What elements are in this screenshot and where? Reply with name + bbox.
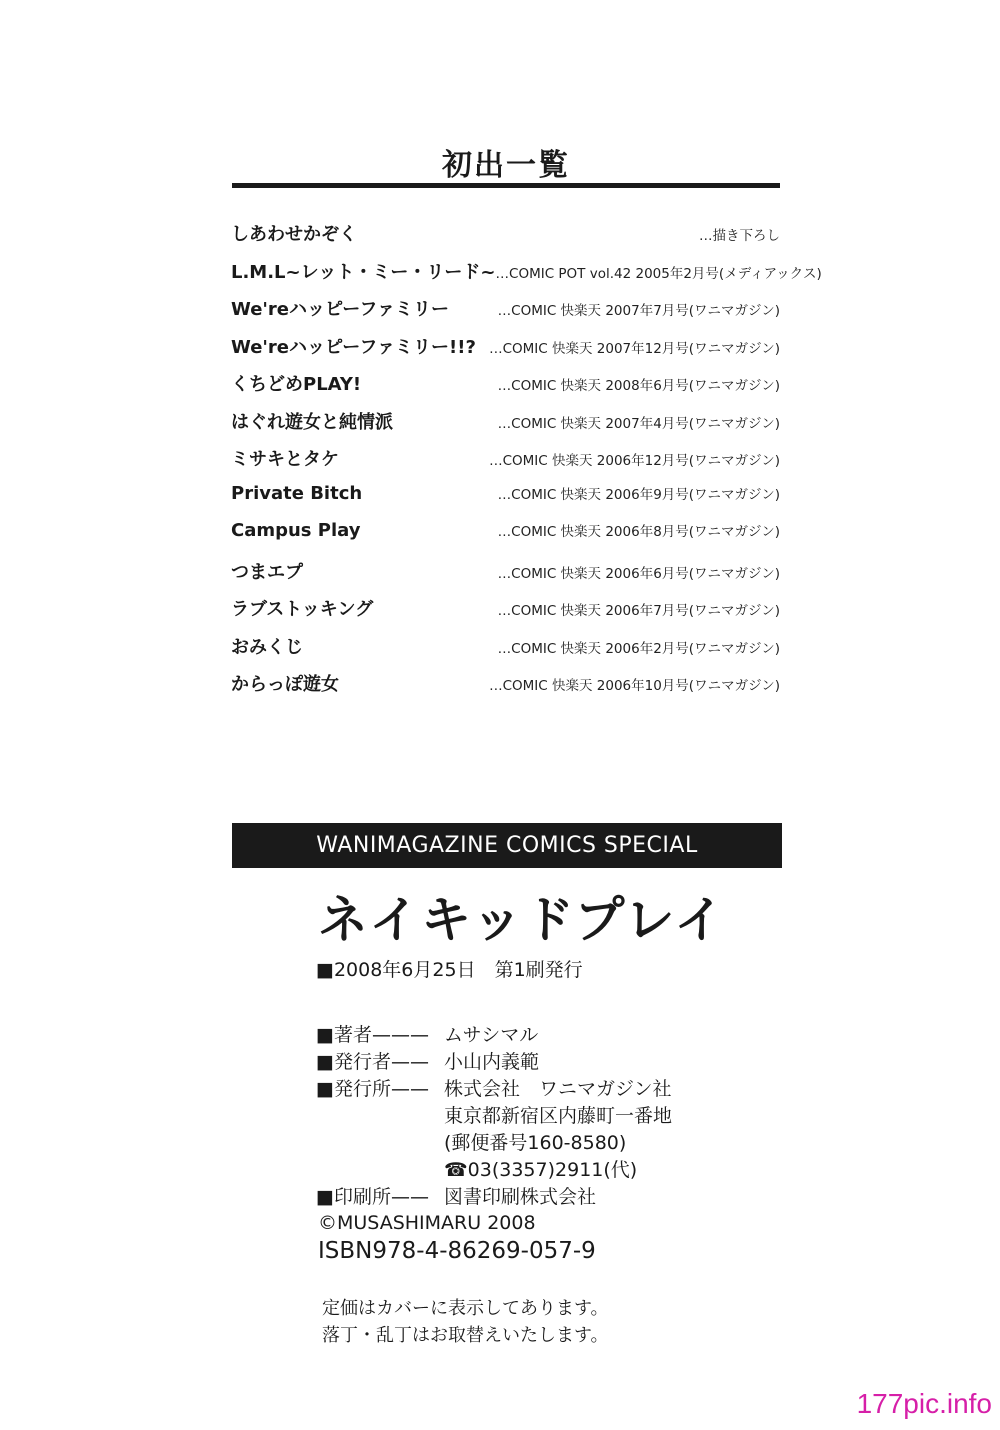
credits-block — [316, 1020, 672, 1209]
office-name: 株式会社 ワニマガジン社 — [444, 1078, 672, 1100]
story-title: はぐれ遊女と純情派 — [231, 411, 393, 433]
book-title: ネイキッドプレイ — [318, 891, 726, 949]
office-line — [316, 1074, 672, 1101]
list-item — [231, 295, 780, 333]
story-title: くちどめPLAY! — [231, 374, 362, 395]
list-item — [231, 258, 822, 296]
publisher-line — [316, 1047, 672, 1074]
notice-price: 定価はカバーに表示してあります。 — [322, 1298, 609, 1319]
story-title: しあわせかぞく — [231, 224, 357, 245]
postal-code: (郵便番号160-8580) — [444, 1132, 627, 1154]
publication-date: ■2008年6月25日 第1刷発行 — [316, 959, 583, 981]
author-name: ムサシマル — [444, 1024, 539, 1046]
notice-exchange: 落丁・乱丁はお取替えいたします。 — [322, 1325, 609, 1346]
list-item — [231, 520, 780, 558]
story-title: ミサキとタケ — [231, 449, 339, 470]
list-item — [231, 445, 780, 483]
series-name: WANIMAGAZINE COMICS SPECIAL — [316, 833, 698, 858]
story-source: …COMIC 快楽天 2007年12月号(ワニマガジン) — [489, 340, 780, 357]
story-source: …COMIC 快楽天 2006年8月号(ワニマガジン) — [497, 524, 780, 540]
first-appearance-list — [231, 220, 822, 708]
publisher-name: 小山内義範 — [444, 1051, 540, 1073]
story-source: …COMIC 快楽天 2006年10月号(ワニマガジン) — [489, 678, 780, 694]
postal-line — [316, 1128, 672, 1155]
address-line — [316, 1101, 672, 1128]
story-source: …COMIC POT vol.42 2005年2月号(メディアックス) — [495, 265, 822, 282]
story-source: …COMIC 快楽天 2007年7月号(ワニマガジン) — [497, 303, 780, 319]
list-item — [231, 670, 780, 708]
story-title: つまエプ — [231, 561, 303, 583]
list-item — [231, 408, 780, 446]
story-title: We'reハッピーファミリー!!? — [231, 336, 476, 358]
story-title: Campus Play — [231, 520, 361, 541]
isbn: ISBN978-4-86269-057-9 — [318, 1238, 596, 1264]
phone-number: ☎03(3357)2911(代) — [444, 1159, 638, 1181]
story-source: …COMIC 快楽天 2006年7月号(ワニマガジン) — [497, 603, 780, 619]
story-source: …COMIC 快楽天 2006年12月号(ワニマガジン) — [489, 453, 780, 469]
section-title: 初出一覧 — [442, 148, 570, 183]
list-item — [231, 483, 780, 521]
list-item — [231, 370, 780, 408]
address: 東京都新宿区内藤町一番地 — [444, 1105, 673, 1127]
phone-line — [316, 1155, 672, 1182]
story-title: Private Bitch — [231, 482, 363, 504]
author-line — [316, 1020, 672, 1047]
printer-label: ■印刷所—— — [316, 1186, 429, 1208]
series-banner — [232, 823, 782, 868]
story-title: ラブストッキング — [231, 599, 374, 620]
story-title: おみくじ — [231, 636, 303, 658]
notice — [322, 1295, 609, 1349]
printer-name: 図書印刷株式会社 — [444, 1186, 597, 1208]
story-title: We'reハッピーファミリー — [231, 299, 450, 320]
list-item — [231, 333, 780, 371]
publisher-label: ■発行者—— — [316, 1051, 429, 1073]
story-source: …COMIC 快楽天 2006年2月号(ワニマガジン) — [497, 640, 780, 657]
printer-line — [316, 1182, 672, 1209]
story-source: …描き下ろし — [699, 228, 780, 244]
list-item — [231, 558, 780, 596]
section-divider — [232, 183, 780, 188]
story-source: …COMIC 快楽天 2006年6月号(ワニマガジン) — [497, 565, 780, 582]
story-source: …COMIC 快楽天 2006年9月号(ワニマガジン) — [497, 486, 780, 503]
story-source: …COMIC 快楽天 2007年4月号(ワニマガジン) — [497, 415, 780, 432]
story-source: …COMIC 快楽天 2008年6月号(ワニマガジン) — [497, 378, 780, 394]
story-title: L.M.L~レット・ミー・リード~ — [231, 261, 496, 283]
copyright: ©MUSASHIMARU 2008 — [318, 1212, 536, 1234]
office-label: ■発行所—— — [316, 1078, 429, 1100]
author-label: ■著者——— — [316, 1024, 429, 1046]
watermark: 177pic.info — [856, 1388, 992, 1419]
list-item — [231, 220, 780, 258]
list-item — [231, 595, 780, 633]
story-title: からっぽ遊女 — [231, 674, 339, 695]
list-item — [231, 633, 780, 671]
